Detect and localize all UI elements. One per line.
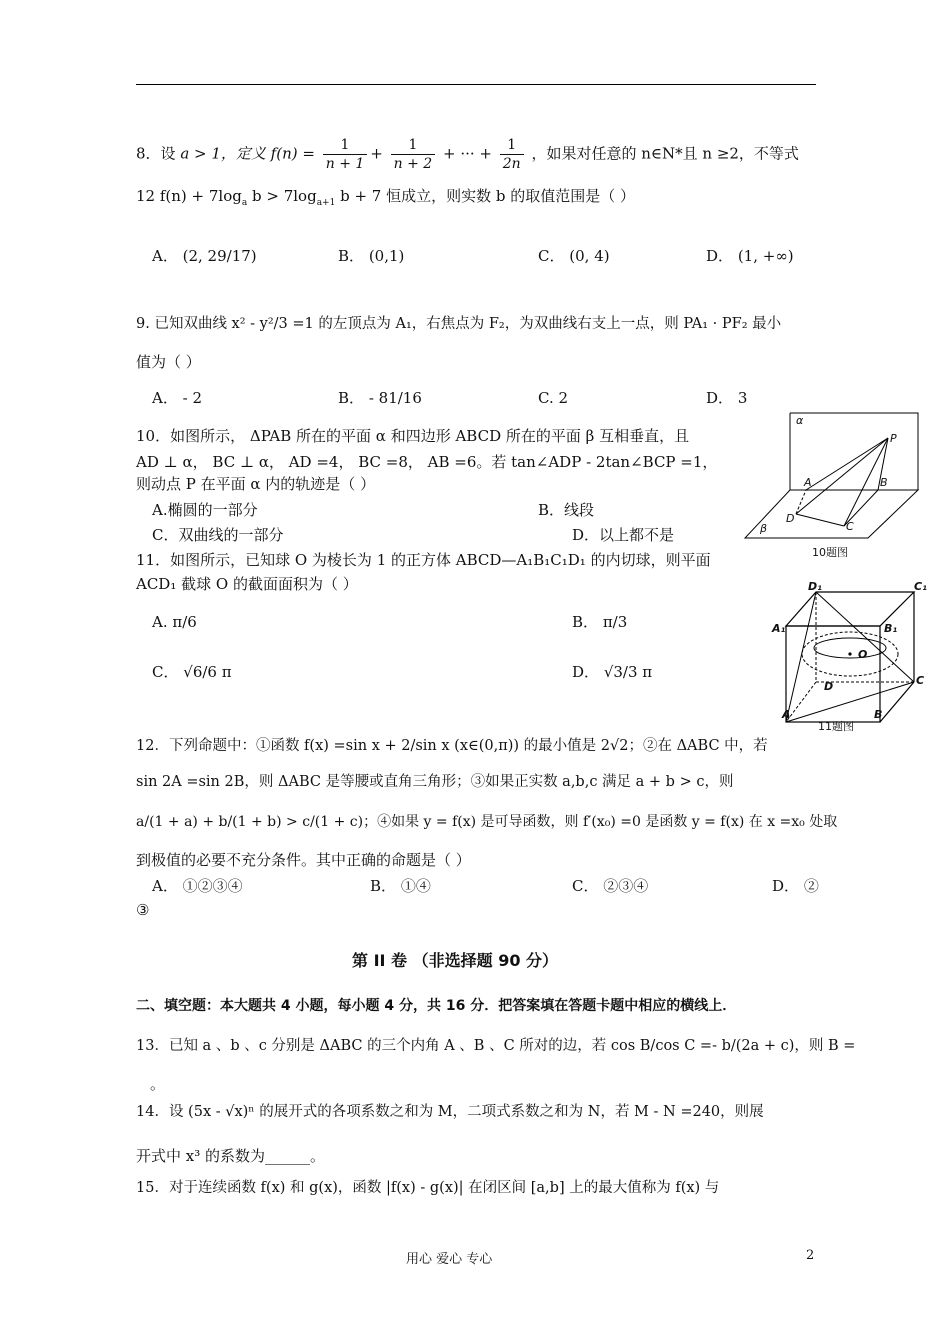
q8-frac1: $\frac{1}{n + 1}$ — [323, 136, 368, 173]
q10-line3: 则动点 P 在平面 α 内的轨迹是（ ） — [136, 475, 376, 493]
figure-10-diagram — [740, 408, 920, 558]
fig11-label-b1: B₁ — [884, 622, 898, 635]
q13-line2: 。 — [150, 1075, 166, 1093]
q12-line4: 到极值的必要不充分条件。其中正确的命题是（ ） — [136, 851, 471, 869]
fig11-caption: 11题图 — [818, 720, 854, 733]
fig10-caption: 10题图 — [812, 546, 848, 559]
q8-line2: 12 $f(n) + 7\log_a$ $b > 7\log_{a+1}$ b + 7 恒成立，则实数 b 的取值范围是（ ） — [136, 187, 636, 208]
fig11-label-d1: D₁ — [808, 580, 822, 593]
q12-line3: a/(1 + a) + b/(1 + b) > c/(1 + c)；④如果 y = f(x) 是可导函数，则 f′(x₀) =0 是函数 y = f(x) 在 x =x₀ 处取 — [136, 814, 838, 830]
q11-option-c: C． √6/6 π — [152, 663, 232, 681]
q11-option-a: A. π/6 — [152, 613, 197, 631]
q10-option-b: B．线段 — [538, 501, 595, 519]
fig11-label-b: B — [874, 708, 883, 721]
q12-option-c: C． ②③④ — [572, 877, 649, 895]
q10-option-a: A.椭圆的一部分 — [152, 501, 258, 519]
footer-motto: 用心 爱心 专心 — [406, 1252, 493, 1267]
fig11-label-c: C — [916, 674, 925, 687]
q11-line2: ACD₁ 截球 O 的截面面积为（ ） — [136, 575, 358, 593]
fig10-label-b: B — [880, 476, 888, 489]
fig10-label-p: P — [890, 432, 897, 445]
q10-option-c: C．双曲线的一部分 — [152, 526, 284, 544]
q12-line1: 12．下列命题中：①函数 f(x) =sin x + 2/sin x (x∈(0,π)) 的最小值是 2√2；②在 ΔABC 中，若 — [136, 738, 768, 754]
q12-line2: sin 2A =sin 2B，则 ΔABC 是等腰或直角三角形；③如果正实数 a,b,c 满足 a + b > c，则 — [136, 774, 734, 790]
fig11-label-a1: A₁ — [772, 622, 786, 635]
q8-frac3: $\frac{1}{2n}$ — [500, 136, 524, 173]
q9-line1: 9. 已知双曲线 x² - y²/3 =1 的左顶点为 A₁，右焦点为 F₂，为双曲线右支上一点，则 PA₁ · PF₂ 最小 — [136, 316, 782, 332]
part2-title: 第 II 卷 （非选择题 90 分） — [352, 951, 559, 970]
fig10-label-c: C — [846, 520, 854, 533]
q10-line2: AD ⊥ α， BC ⊥ α， AD =4， BC =8， AB =6。若 tan∠ADP - 2tan∠BCP =1， — [136, 453, 718, 471]
q10-option-d: D．以上都不是 — [572, 526, 675, 544]
fig11-label-a: A — [782, 708, 791, 721]
q11-line1: 11．如图所示，已知球 O 为棱长为 1 的正方体 ABCD—A₁B₁C₁D₁ 的内切球，则平面 — [136, 551, 711, 569]
q9-line2: 值为（ ） — [136, 353, 201, 371]
q9-option-a: A． - 2 — [152, 389, 203, 407]
q13-line1: 13．已知 a 、b 、c 分别是 ΔABC 的三个内角 A 、B 、C 所对的边，若 cos B/cos C =- b/(2a + c)，则 B = — [136, 1038, 856, 1054]
q9-option-c: C. 2 — [538, 389, 569, 407]
q8-option-a: A． (2, 29/17) — [152, 247, 257, 265]
q8-option-b: B． (0,1) — [338, 247, 405, 265]
q8-line1: 8．设 a > 1，定义 f(n) = $\frac{1}{n + 1}$ + $\frac{1}{n + 2}$ + ··· + $\frac{1}{2n}$ ，如果对任意的 n∈N*且 n ≥2，不等式 — [136, 137, 799, 172]
fig10-label-a: A — [804, 476, 812, 489]
fig11-label-o: O — [858, 648, 868, 661]
q9-option-d: D． 3 — [706, 389, 748, 407]
q12-option-d-wrap: ③ — [136, 901, 150, 919]
q12-option-d: D． ② — [772, 877, 819, 895]
q11-option-d: D． √3/3 π — [572, 663, 653, 681]
fig10-label-alpha: α — [796, 414, 804, 427]
fig10-label-d: D — [786, 512, 795, 525]
fig11-label-d: D — [824, 680, 834, 693]
q8-option-d: D． (1, +∞) — [706, 247, 794, 265]
figure-11-diagram — [770, 582, 930, 732]
q12-option-a: A． ①②③④ — [152, 877, 243, 895]
q8-option-c: C． (0, 4) — [538, 247, 610, 265]
section-heading: 二、填空题：本大题共 4 小题，每小题 4 分，共 16 分．把答案填在答题卡题中相应的横线上． — [136, 998, 737, 1014]
fig10-label-beta: β — [760, 522, 768, 535]
fig11-label-c1: C₁ — [914, 580, 927, 593]
q14-line2: 开式中 x³ 的系数为______。 — [136, 1147, 326, 1165]
q14-line1: 14．设 (5x - √x)ⁿ 的展开式的各项系数之和为 M，二项式系数之和为 N，若 M - N =240，则展 — [136, 1104, 764, 1120]
q15-line1: 15．对于连续函数 f(x) 和 g(x)，函数 |f(x) - g(x)| 在闭区间 [a,b] 上的最大值称为 f(x) 与 — [136, 1180, 720, 1196]
page-number: 2 — [806, 1248, 815, 1263]
q11-option-b: B． π/3 — [572, 613, 628, 631]
q10-line1: 10．如图所示， ΔPAB 所在的平面 α 和四边形 ABCD 所在的平面 β 互相垂直，且 — [136, 427, 690, 445]
q8-frac2: $\frac{1}{n + 2}$ — [391, 136, 436, 173]
q9-option-b: B． - 81/16 — [338, 389, 422, 407]
header-rule — [136, 84, 816, 85]
q12-option-b: B． ①④ — [370, 877, 431, 895]
